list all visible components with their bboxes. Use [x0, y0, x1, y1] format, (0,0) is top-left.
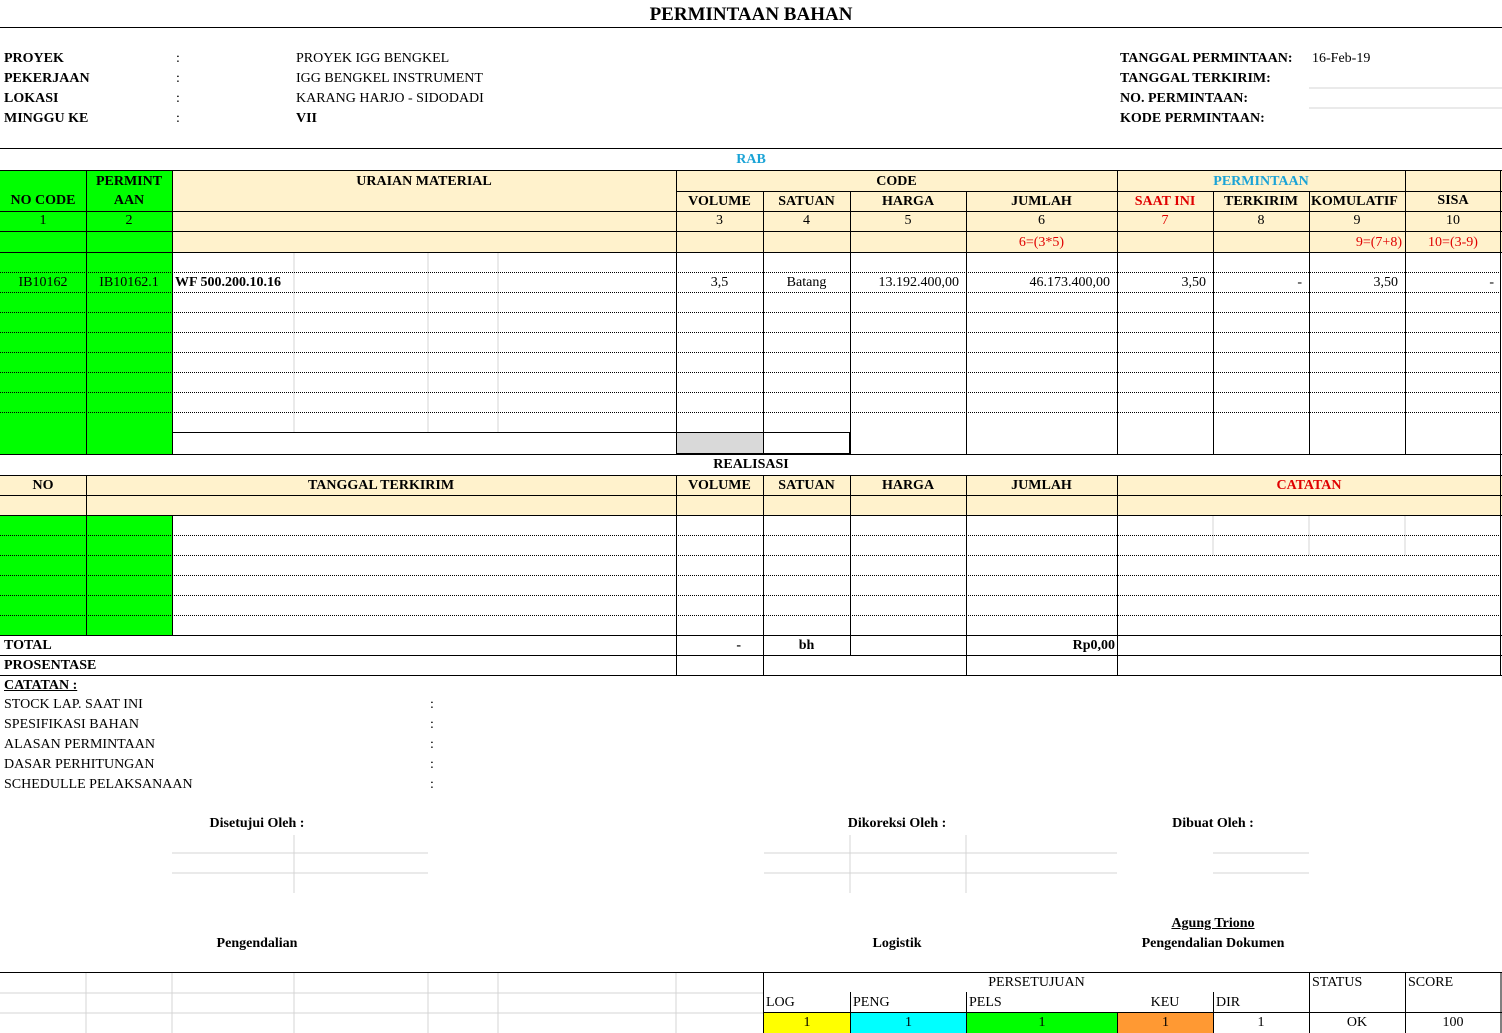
log-header: LOG	[766, 995, 795, 1010]
note-item: SPESIFIKASI BAHAN	[4, 717, 139, 732]
realisasi-title: REALISASI	[713, 457, 789, 472]
row-volume[interactable]: 3,5	[710, 275, 729, 290]
satuan-header: SATUAN	[778, 194, 835, 209]
col-number: 1	[39, 213, 47, 228]
dir-header: DIR	[1216, 995, 1241, 1010]
pekerjaan-label: PEKERJAAN	[4, 71, 90, 86]
status-value[interactable]: OK	[1346, 1015, 1368, 1030]
col-number: 6	[1038, 213, 1045, 228]
score-header: SCORE	[1408, 975, 1454, 990]
colon: :	[430, 757, 434, 772]
row-harga[interactable]: 13.192.400,00	[878, 275, 959, 290]
lokasi-value[interactable]: KARANG HARJO - SIDODADI	[296, 91, 484, 106]
code-header: CODE	[876, 174, 917, 189]
permintaan-header-line1: PERMINT	[95, 174, 163, 189]
col-number: 5	[904, 213, 912, 228]
row-satuan[interactable]: Batang	[786, 275, 827, 290]
persetujuan-header: PERSETUJUAN	[988, 975, 1085, 990]
disetujui-label: Disetujui Oleh :	[209, 816, 305, 831]
realisasi-volume-header: VOLUME	[688, 478, 751, 493]
total-jumlah: Rp0,00	[1072, 638, 1115, 653]
colon: :	[176, 111, 180, 126]
realisasi-tanggal-header: TANGGAL TERKIRIM	[307, 478, 455, 493]
realisasi-harga-header: HARGA	[881, 478, 935, 493]
note-item: SCHEDULLE PELAKSANAAN	[4, 777, 193, 792]
log-value[interactable]: 1	[803, 1015, 811, 1030]
formula-10: 10=(3-9)	[1428, 235, 1478, 250]
note-item: ALASAN PERMINTAAN	[4, 737, 155, 752]
row-terkirim[interactable]: -	[1297, 275, 1302, 290]
dibuat-label: Dibuat Oleh :	[1172, 816, 1254, 831]
pengendalian-dokumen-label: Pengendalian Dokumen	[1141, 936, 1285, 951]
col-number: 2	[125, 213, 133, 228]
col-number: 7	[1161, 213, 1169, 228]
total-label: TOTAL	[4, 638, 52, 653]
row-komulatif[interactable]: 3,50	[1373, 275, 1398, 290]
no-code-header: NO CODE	[10, 193, 76, 208]
tgl-terkirim-label: TANGGAL TERKIRIM:	[1120, 71, 1271, 86]
pels-header: PELS	[969, 995, 1002, 1010]
peng-value[interactable]: 1	[905, 1015, 912, 1030]
catatan-title: CATATAN :	[4, 678, 78, 693]
col-number: 8	[1257, 213, 1265, 228]
colon: :	[176, 71, 180, 86]
status-header: STATUS	[1312, 975, 1363, 990]
komulatif-header: KOMULATIF	[1311, 194, 1398, 209]
pels-value[interactable]: 1	[1038, 1015, 1046, 1030]
note-item: DASAR PERHITUNGAN	[4, 757, 155, 772]
volume-header: VOLUME	[688, 194, 751, 209]
peng-header: PENG	[853, 995, 890, 1010]
permintaan-group-header: PERMINTAAN	[1213, 174, 1309, 189]
col-number: 4	[803, 213, 810, 228]
score-value[interactable]: 100	[1442, 1015, 1464, 1030]
colon: :	[176, 51, 180, 66]
realisasi-satuan-header: SATUAN	[778, 478, 835, 493]
row-jumlah[interactable]: 46.173.400,00	[1029, 275, 1110, 290]
note-item: STOCK LAP. SAAT INI	[4, 697, 143, 712]
signer-name: Agung Triono	[1171, 916, 1255, 931]
formula-6: 6=(3*5)	[1018, 235, 1065, 250]
sisa-header: SISA	[1437, 193, 1469, 208]
jumlah-header: JUMLAH	[1011, 194, 1072, 209]
total-satuan: bh	[798, 638, 815, 653]
col-number: 3	[716, 213, 723, 228]
prosentase-label: PROSENTASE	[4, 658, 97, 673]
colon: :	[430, 697, 434, 712]
col-number: 10	[1446, 213, 1460, 228]
keu-value[interactable]: 1	[1162, 1015, 1169, 1030]
realisasi-no-header: NO	[32, 478, 54, 493]
row-saat-ini[interactable]: 3,50	[1181, 275, 1206, 290]
row-code[interactable]: IB10162	[18, 275, 68, 290]
lokasi-label: LOKASI	[4, 91, 59, 106]
colon: :	[430, 717, 434, 732]
tgl-permintaan-value[interactable]: 16-Feb-19	[1312, 51, 1371, 66]
kode-permintaan-label: KODE PERMINTAAN:	[1120, 111, 1265, 126]
realisasi-catatan-header: CATATAN	[1276, 478, 1342, 493]
permintaan-header-line2: AAN	[113, 193, 145, 208]
tgl-permintaan-label: TANGGAL PERMINTAAN:	[1120, 51, 1293, 66]
total-volume: -	[736, 638, 741, 653]
col-number: 9	[1353, 213, 1361, 228]
pengendalian-label: Pengendalian	[216, 936, 298, 951]
minggu-value[interactable]: VII	[296, 111, 318, 126]
minggu-label: MINGGU KE	[4, 111, 89, 126]
dir-value[interactable]: 1	[1257, 1015, 1265, 1030]
proyek-label: PROYEK	[4, 51, 64, 66]
dikoreksi-label: Dikoreksi Oleh :	[847, 816, 947, 831]
terkirim-header: TERKIRIM	[1224, 194, 1298, 209]
colon: :	[176, 91, 180, 106]
uraian-header: URAIAN MATERIAL	[356, 174, 492, 189]
realisasi-jumlah-header: JUMLAH	[1011, 478, 1072, 493]
rab-header: RAB	[736, 152, 766, 167]
row-uraian[interactable]: WF 500.200.10.16	[175, 275, 282, 290]
pekerjaan-value[interactable]: IGG BENGKEL INSTRUMENT	[296, 71, 483, 86]
logistik-label: Logistik	[872, 936, 922, 951]
formula-9: 9=(7+8)	[1355, 235, 1402, 250]
row-sisa[interactable]: -	[1489, 275, 1494, 290]
page-title: PERMINTAAN BAHAN	[649, 4, 853, 25]
proyek-value[interactable]: PROYEK IGG BENGKEL	[296, 51, 450, 66]
harga-header: HARGA	[881, 194, 935, 209]
colon: :	[430, 737, 434, 752]
saat-ini-header: SAAT INI	[1134, 194, 1196, 209]
no-permintaan-label: NO. PERMINTAAN:	[1120, 91, 1249, 106]
colon: :	[430, 777, 434, 792]
row-permintaan[interactable]: IB10162.1	[99, 275, 159, 290]
keu-header: KEU	[1150, 995, 1180, 1010]
